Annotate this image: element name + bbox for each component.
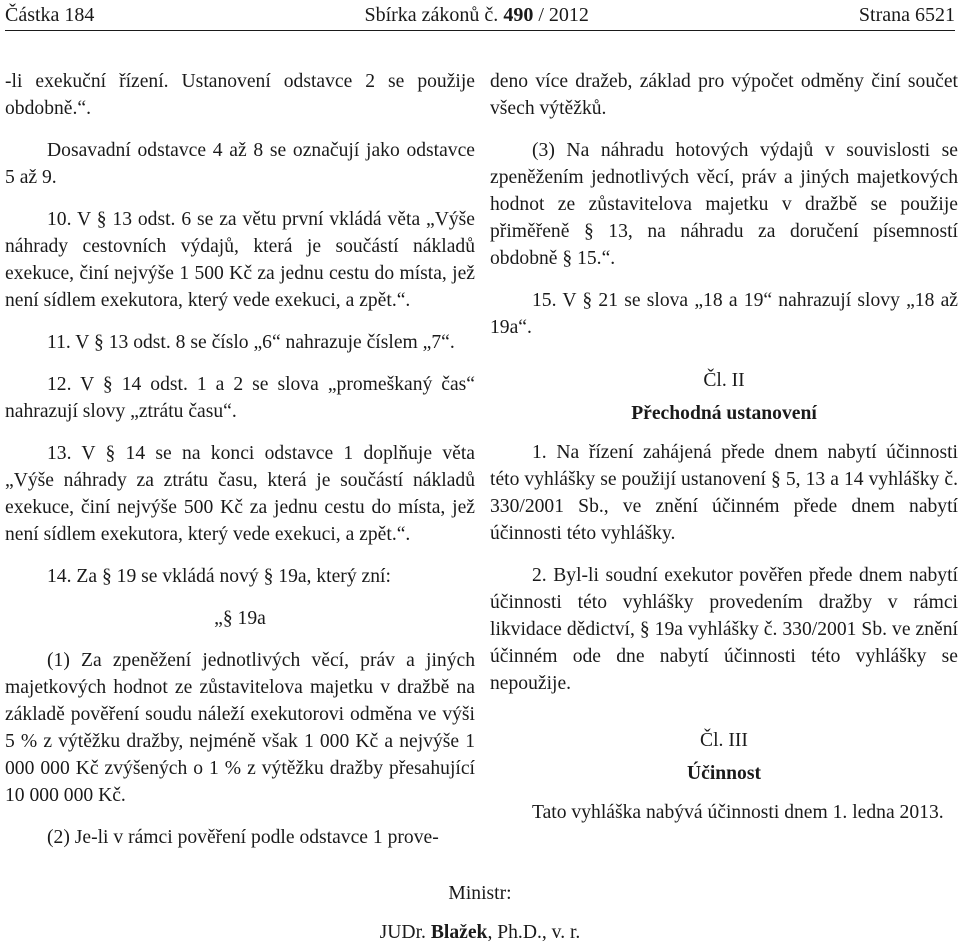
paragraph-point-10: 10. V § 13 odst. 6 se za větu první vkládá věta „Výše náhrady cestovních výdajů, která je součástí nákladů exekuce, činí nejvýše 1 500 Kč za jednu cestu do místa, jež není sídlem exekutora, který vede exekuci, a zpět.“.	[5, 209, 475, 311]
transitional-provision-1: 1. Na řízení zahájená přede dnem nabytí účinnosti této vyhlášky se použijí ustanovení § 5, 13 a 14 vyhlášky č. 330/2001 Sb., ve znění účinném přede dnem nabytí účinnosti této vyhlášky.	[490, 442, 958, 544]
left-column	[5, 68, 475, 866]
effective-date: Tato vyhláška nabývá účinnosti dnem 1. ledna 2013.	[532, 802, 944, 823]
subsection-2: (2) Je-li v rámci pověření podle odstavce 1 prove-	[47, 827, 439, 848]
article-2-heading: Přechodná ustanovení	[631, 403, 817, 424]
paragraph: -li exekuční řízení. Ustanovení odstavce 2 se použije obdobně.“.	[5, 71, 475, 119]
paragraph: deno více dražeb, základ pro výpočet odměny činí součet všech výtěžků.	[490, 71, 958, 119]
minister-label: Ministr:	[448, 883, 512, 904]
paragraph-point-14: 14. Za § 19 se vkládá nový § 19a, který zní:	[47, 566, 391, 587]
paragraph-point-11: 11. V § 13 odst. 8 se číslo „6“ nahrazuje číslem „7“.	[47, 332, 455, 353]
subsection-1: (1) Za zpeněžení jednotlivých věcí, práv a jiných majetkových hodnot ze zůstavitelova majetku v dražbě na základě pověření soudu náleží exekutorovi odměna ve výši 5 % z výtěžku dražby, nejméně však 1 000 Kč a nejvýše 1 000 000 Kč zvýšených o 1 % z výtěžku dražby přesahující 10 000 000 Kč.	[5, 650, 475, 806]
minister-surname: Blažek	[430, 922, 488, 943]
regulation-number: 490	[503, 4, 534, 26]
article-3-heading: Účinnost	[686, 763, 762, 784]
paragraph: Dosavadní odstavce 4 až 8 se označují jako odstavce 5 až 9.	[5, 140, 475, 188]
part-number: Částka 184	[5, 4, 95, 26]
section-heading: „§ 19a	[214, 608, 266, 629]
page-header	[5, 4, 955, 31]
right-column	[490, 68, 958, 841]
transitional-provision-2: 2. Byl-li soudní exekutor pověřen přede dnem nabytí účinnosti této vyhlášky provedením dražby v rámci likvidace dědictví, § 19a vyhlášky č. 330/2001 Sb. ve znění účinném ode dne nabytí účinnosti této vyhlášky se nepoužije.	[490, 565, 958, 694]
paragraph-point-15: 15. V § 21 se slova „18 a 19“ nahrazují slovy „18 až 19a“.	[490, 290, 958, 338]
article-3-title: Čl. III	[700, 730, 748, 751]
subsection-3: (3) Na náhradu hotových výdajů v souvislosti se zpeněžením jednotlivých věcí, práv a jiných majetkových hodnot ze zůstavitelova majetku v dražbě se použije přiměřeně § 13, na náhradu za doručení písemností obdobně § 15.“.	[490, 140, 958, 269]
collection-title: Sbírka zákonů č. 490 / 2012	[364, 4, 589, 26]
paragraph-point-13: 13. V § 14 se na konci odstavce 1 doplňuje věta „Výše náhrady za ztrátu času, která je součástí nákladů exekuce, činí nejvýše 500 Kč za jednu cestu do místa, jež není sídlem exekutora, který vede exekuci, a zpět.“.	[5, 443, 475, 545]
paragraph-point-12: 12. V § 14 odst. 1 a 2 se slova „promeškaný čas“ nahrazují slovy „ztrátu času“.	[5, 374, 475, 422]
article-2-title: Čl. II	[703, 370, 745, 391]
minister-signature: JUDr. Blažek, Ph.D., v. r.	[379, 922, 581, 943]
page-number: Strana 6521	[858, 4, 955, 26]
